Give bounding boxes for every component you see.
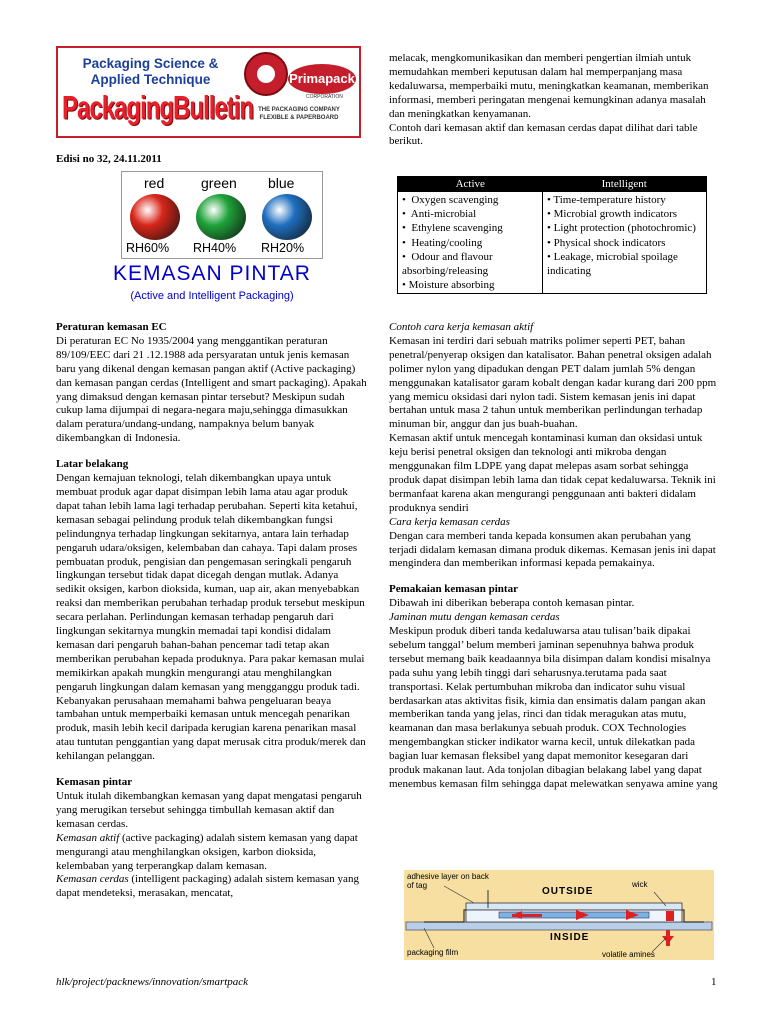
primapack-emblem-icon — [244, 52, 288, 96]
left-column — [56, 46, 368, 138]
indicator-rh-60: RH60% — [126, 241, 170, 255]
left-body — [56, 321, 368, 901]
paragraph-continued: melacak, mengkomunikasikan dan memberi pengertian ilmiah untuk memudahkan memberi keputusan dalam hal memperpanjang masa kedaluwarsa, memperbaiki mutu, meningkatkan keamanan, memberikan informasi, memberi peringatan mengenai kemungkinan adanya masalah dan meningkatkan kenyamanan. — [389, 52, 709, 120]
paragraph-intelligent-definition: Kemasan cerdas (intelligent packaging) adalah sistem kemasan yang dapat mendeteksi, merasakan, mencatat, — [56, 873, 359, 900]
list-item: • Microbial growth indicators — [547, 208, 678, 221]
indicator-tag-diagram — [404, 870, 714, 960]
logo-corporation: CORPORATION — [306, 94, 343, 100]
diagram-label-inside: INSIDE — [550, 932, 590, 943]
section-heading-background: Latar belakang — [56, 458, 129, 471]
list-item: • Heating/cooling — [402, 236, 483, 249]
list-item: • Odour and flavour absorbing/releasing — [402, 250, 493, 278]
diagram-label-adhesive: adhesive layer on back of tag — [407, 872, 489, 890]
table-active-cell — [398, 192, 543, 294]
paragraph-intelligent-working: Dengan cara memberi tanda kepada konsumen akan perubahan yang terjadi didalam kemasan dimana produk dikemas. Kemasan jenis ini dapat mengindera dan memberikan informasi kepada pemakainya. — [389, 529, 716, 570]
section-heading-active-example: Contoh cara kerja kemasan aktif — [389, 321, 534, 333]
list-item: • Moisture absorbing — [402, 279, 495, 292]
indicator-blue-sphere — [262, 194, 312, 240]
logo-company: Primapack — [288, 64, 356, 94]
list-item: • Ethylene scavenging — [402, 222, 503, 235]
page-number: 1 — [711, 976, 717, 988]
paragraph-active-example: Kemasan ini terdiri dari sebuah matriks polimer seperti PET, bahan penetral/penyerap oksigen dan katalisator. Bahan penetral oksigen adalah polimer nylon yang dipadukan dengan PET dalam jumlah 5% dengan menggunakan katalisator garam kobalt dengan kadar kurang dari 200 ppm yang memicu oksidasi dari nylon tadi. Sistem kemasan jenis ini dapat bertahan untuk masa 2 tahun untuk memberikan perlindungan terhadap minuman bir, anggur dan jus buah-buahan. — [389, 334, 717, 431]
edition-label: Edisi no 32, 24.11.2011 — [56, 153, 162, 165]
paragraph-usage: Dibawah ini diberikan beberapa contoh kemasan pintar. — [389, 597, 635, 610]
section-heading-ec: Peraturan kemasan EC — [56, 321, 167, 333]
humidity-indicator-image — [121, 171, 323, 259]
logo-company-tag: THE PACKAGING COMPANY FLEXIBLE & PAPERBOARD — [258, 107, 340, 121]
diagram-label-amines: volatile amines — [602, 950, 655, 959]
list-item: • Physical shock indicators — [547, 236, 666, 249]
list-item: • Oxygen scavenging — [402, 194, 499, 206]
list-item: • Time-temperature history — [547, 194, 666, 206]
indicator-rh-40: RH40% — [193, 241, 237, 255]
paragraph-background: Dengan kemajuan teknologi, telah dikembangkan upaya untuk membuat produk agar dapat disimpan lebih lama atau agar produk dapat tahan lebih lama lagi terhadap perubahan. Seperti kita ketahui, kemasan sebagai pelindung produk telah dikembangkan fungsi pelindungnya terhadap lingkungan sekitarnya, antara lain terhadap pengaruh udara/oksigen, kelembaban dan cahaya. Tapi dalam proses pembuatan produk, pengisian dan pengemasan seringkali pengaruh lingkungan tersebut tidak dapat dicegah dengan mutlak. Adanya sedikit oksigen, karbon dioksida, kuman, uap air, akan menyebabkan reaksi dan memberikan perubahan terhadap produk tersebut meskipun secara perlahan. Perlindungan kemasan terhadap pengaruh dari lingkungan sekitarnya mungkin memadai tapi kondisi didalam kemasan dari pengaruh bahan-bahan pencemar tadi tetap akan memberikan perubahan kepada produknya. Para pakar kemasan mulai memikirkan apakah mungkin mengurangi atau menghilangkan pengaruh lingkungan dalam kemasan yang mengganggu produk tadi. Kebanyakan perusahaan memahami bahwa pengeluaran beaya tambahan untuk memperbaiki kemasan untuk mencegah penarikan produk, masih lebih kecil daripada kerugian karena penarikan masal atau tuntutan penggantian yang dapat merusak citra produk/merek dan kehilangan pelanggan. — [56, 472, 366, 763]
section-heading-quality: Jaminan mutu dengan kemasan cerdas — [389, 611, 560, 624]
indicator-label-blue: blue — [268, 175, 295, 191]
footer-path: hlk/project/packnews/innovation/smartpack — [56, 976, 249, 988]
section-heading-usage: Pemakaian kemasan pintar — [389, 583, 518, 596]
indicator-label-red: red — [144, 175, 165, 191]
paragraph-table-intro: Contoh dari kemasan aktif dan kemasan cerdas dapat dilihat dari table berikut. — [389, 121, 698, 148]
indicator-red-sphere — [130, 194, 180, 240]
diagram-label-film: packaging film — [407, 948, 459, 957]
diagram-label-outside: OUTSIDE — [542, 886, 594, 897]
packaging-bulletin-logo — [56, 46, 361, 138]
section-heading-smart-packaging: Kemasan pintar — [56, 776, 133, 789]
right-body — [389, 321, 721, 792]
list-item: • Light protection (photochromic) — [547, 222, 696, 235]
right-column-top — [389, 52, 719, 149]
list-item: • Leakage, microbial spoilage indicating — [547, 250, 678, 278]
table-intelligent-cell — [543, 192, 707, 294]
article-subtitle: (Active and Intelligent Packaging) — [130, 290, 294, 302]
indicator-green-sphere — [196, 194, 246, 240]
table-header-intelligent: Intelligent — [543, 177, 707, 193]
indicator-rh-20: RH20% — [261, 241, 305, 255]
logo-tagline: Packaging Science & Applied Technique — [82, 56, 219, 87]
active-intelligent-table — [397, 176, 707, 294]
section-heading-intelligent-working: Cara kerja kemasan cerdas — [389, 515, 510, 528]
article-title: KEMASAN PINTAR — [113, 262, 311, 285]
table-header-active: Active — [398, 177, 543, 193]
paragraph-smart-intro: Untuk itulah dikembangkan kemasan yang dapat mengatasi pengaruh yang merugikan tersebut sehingga timbullah kemasan aktif dan kemasan cerdas. — [56, 790, 362, 830]
list-item: • Anti-microbial — [402, 208, 477, 221]
paragraph-quality: Meskipun produk diberi tanda kedaluwarsa atau tulisan’baik dipakai sebelum tanggal’ belum memberi jaminan sepenuhnya bahwa produk tersebut memang baik keadaannya bila disimpan dalam kondisi misalnya pada suhu yang lebih tinggi dari seharusnya.terutama pada saat transportasi. Kelak pertumbuhan mikroba dan indicator suhu visual berdasarkan atas aktivitas fisik, kimia dan ensimatis dalam pangan akan memberikan tanda yang jelas, rinci dan tidak meragukan atas mutu, keamanan dan masa berlakunya sebuah produk. COX Technologies mengembangkan sticker indikator warna kecil, untuk dilekatkan pada bagian luar kemasan fleksibel yang dapat memonitor kesegaran dari produk makanan laut. Ada tonjolan dibagian belakang label yang dapat menembus kemasan film sehingga dapat melewatkan senyawa amine yang — [389, 625, 718, 790]
indicator-label-green: green — [201, 175, 237, 191]
paragraph-ec: Di peraturan EC No 1935/2004 yang menggantikan peraturan 89/109/EEC dari 21 .12.1988 ada persyaratan untuk jenis kemasan baru yang dikenal dengan kemasan pangan aktif (Active packaging) dan kemasan pangan cerdas (Intelligent and smart packaging). Apakah yang dimaksud dengan kemasan pintar tersebut? Meskipun sudah cukup lama dijumpai di negara-negara maju,sehingga dimasukkan dalam peratura/undang-undang, nampaknya belum banyak dikembangkan di Indonesia. — [56, 334, 367, 445]
diagram-label-wick: wick — [632, 880, 648, 889]
paragraph-cheese: Kemasan aktif untuk mencegah kontaminasi kuman dan oksidasi untuk keju berisi penetral oksigen dan teknologi anti mikroba dengan menggunakan film LDPE yang dapat melepas asam sorbat sehingga produk dapat disimpan lebih lama dan tidak cepat kedaluwarsa. Teknik ini bermanfaat karena akan mengurangi penggunaan anti bakteri didalam produknya sendiri — [389, 432, 716, 514]
logo-brand: PackagingBulletin — [62, 90, 254, 127]
paragraph-active-definition: Kemasan aktif (active packaging) adalah sistem kemasan yang dapat mengurangi atau menghilangkan oksigen, karbon dioksida, kelembaban yang terperangkap dalam kemasan. — [56, 831, 358, 872]
